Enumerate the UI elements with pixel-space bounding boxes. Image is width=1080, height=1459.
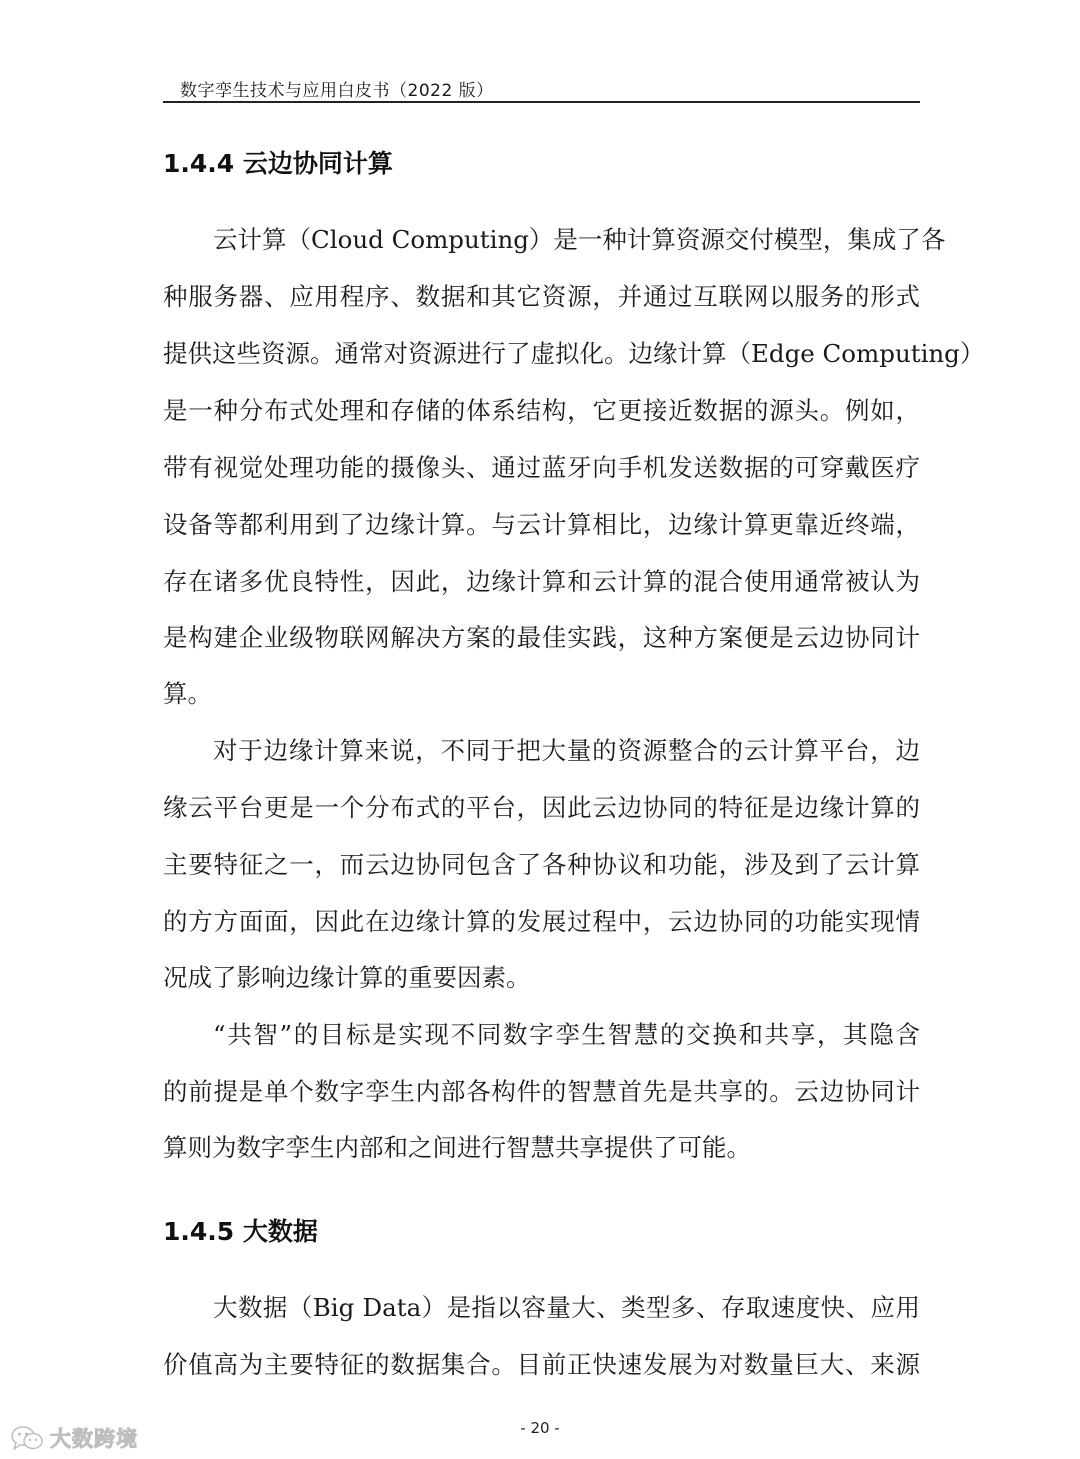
header-rule [163,101,920,103]
text-line: 设备等都利用到了边缘计算。与云计算相比，边缘计算更靠近终端， [163,510,920,539]
text-line: 的方方面面，因此在边缘计算的发展过程中，云边协同的功能实现情 [163,907,920,936]
wechat-logo-icon [10,1424,44,1452]
section-heading-1-4-4: 1.4.4 云边协同计算 [163,149,393,178]
watermark [10,1423,138,1453]
text-line: 种服务器、应用程序、数据和其它资源，并通过互联网以服务的形式 [163,282,920,311]
text-line: 主要特征之一，而云边协同包含了各种协议和功能，涉及到了云计算 [163,850,920,879]
text-line: 是构建企业级物联网解决方案的最佳实践，这种方案便是云边协同计 [163,623,920,652]
text-line: 带有视觉处理功能的摄像头、通过蓝牙向手机发送数据的可穿戴医疗 [163,453,920,482]
text-line: 存在诸多优良特性，因此，边缘计算和云计算的混合使用通常被认为 [163,567,920,596]
running-header: 数字孪生技术与应用白皮书（2022 版） [180,81,494,101]
page-number: - 20 - [520,1419,560,1437]
text-line: 云计算（Cloud Computing）是一种计算资源交付模型，集成了各 [213,225,946,254]
watermark-text: 大数跨境 [50,1427,138,1451]
text-line: 提供这些资源。通常对资源进行了虚拟化。边缘计算（Edge Computing） [163,339,985,368]
text-line: 况成了影响边缘计算的重要因素。 [163,963,531,992]
text-line: 大数据（Big Data）是指以容量大、类型多、存取速度快、应用 [213,1293,920,1322]
text-line: 缘云平台更是一个分布式的平台，因此云边协同的特征是边缘计算的 [163,793,920,822]
text-line: 算则为数字孪生内部和之间进行智慧共享提供了可能。 [163,1133,751,1162]
section-heading-1-4-5: 1.4.5 大数据 [163,1217,318,1246]
text-line: 的前提是单个数字孪生内部各构件的智慧首先是共享的。云边协同计 [163,1077,920,1106]
text-line: 是一种分布式处理和存储的体系结构，它更接近数据的源头。例如， [163,396,920,425]
text-line: “共智”的目标是实现不同数字孪生智慧的交换和共享，其隐含 [213,1020,920,1049]
text-line: 价值高为主要特征的数据集合。目前正快速发展为对数量巨大、来源 [163,1350,920,1379]
text-line: 算。 [163,679,212,708]
text-line: 对于边缘计算来说，不同于把大量的资源整合的云计算平台，边 [213,736,920,765]
